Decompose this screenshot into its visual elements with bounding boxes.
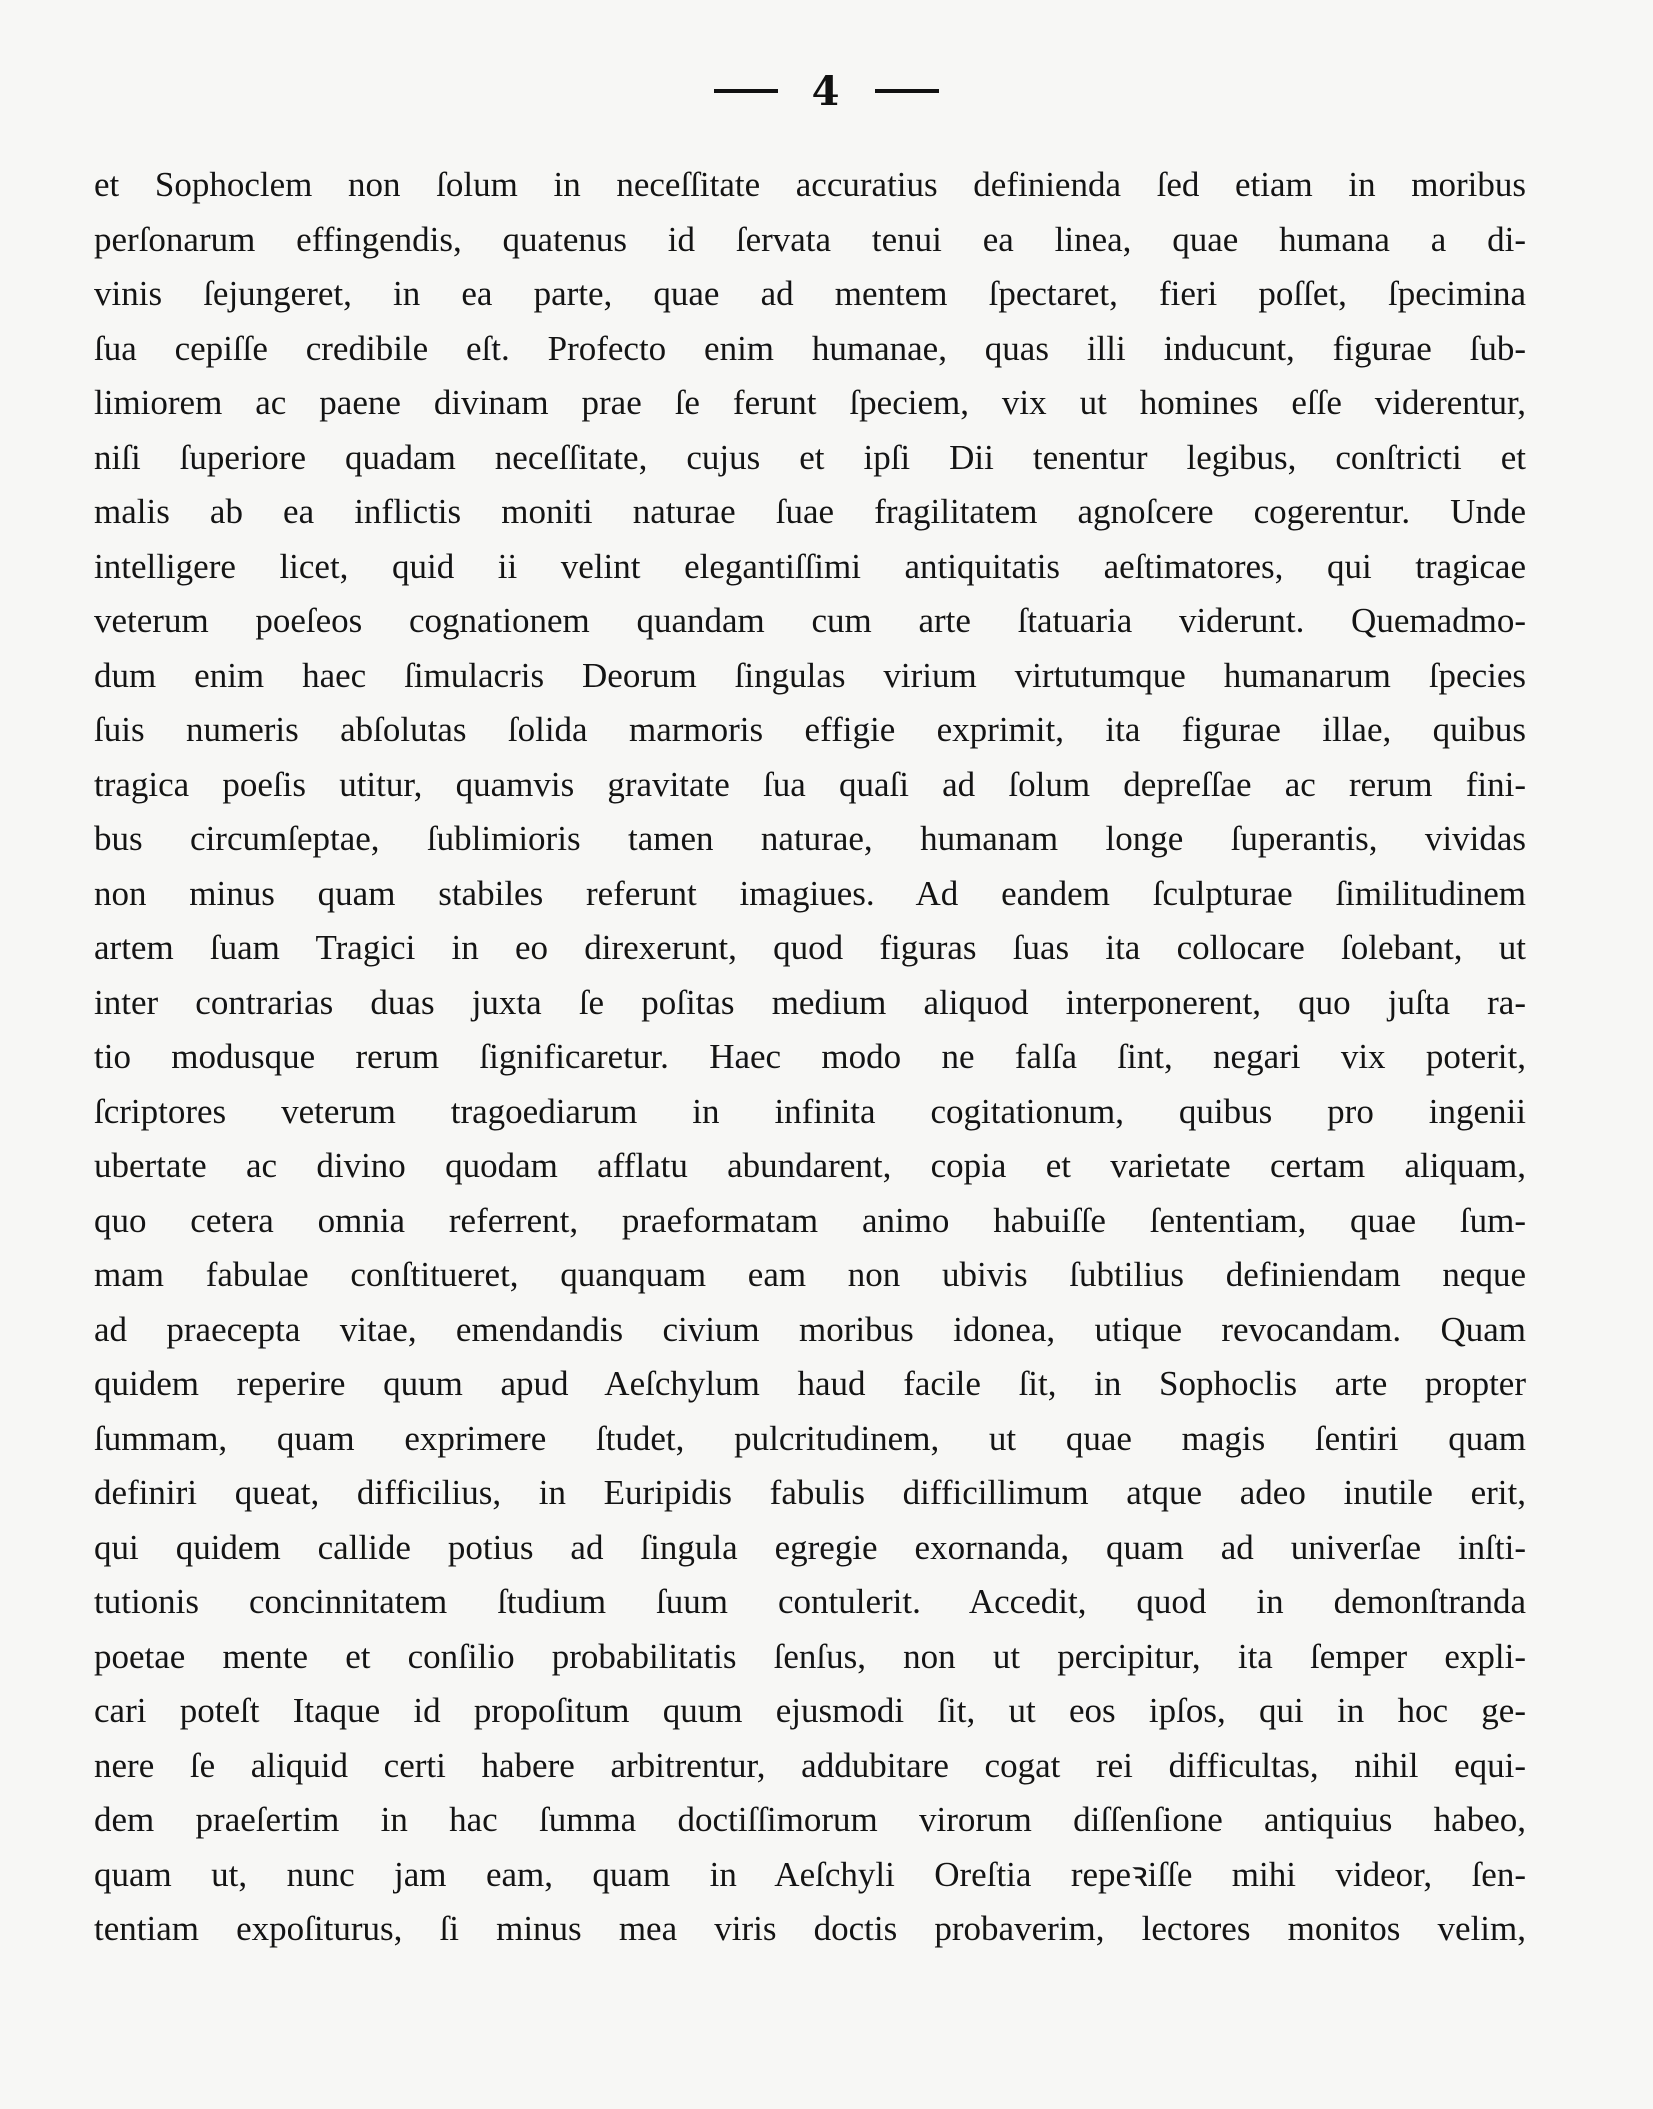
text-line: veterum poeſeos cognationem quandam cum arte ſtatuaria viderunt. Quemadmo- bbox=[94, 601, 1526, 640]
text-line: ſuis numeris abſolutas ſolida marmoris effigie exprimit, ita figurae illae, quibus bbox=[94, 710, 1526, 749]
text-line: tragica poeſis utitur, quamvis gravitate ſua quaſi ad ſolum depreſſae ac rerum fini- bbox=[94, 764, 1526, 804]
text-line: malis ab ea inflictis moniti naturae ſuae fragilitatem agnoſcere cogerentur. Unde bbox=[94, 492, 1526, 531]
text-line: definiri queat, difficilius, in Euripidis fabulis difficillimum atque adeo inutile erit, bbox=[94, 1473, 1526, 1512]
text-line: ſummam, quam exprimere ſtudet, pulcritudinem, ut quae magis ſentiri quam bbox=[94, 1418, 1526, 1458]
header-dash-right bbox=[875, 89, 939, 93]
text-line: poetae mente et conſilio probabilitatis ſenſus, non ut percipitur, ita ſemper expli- bbox=[94, 1636, 1526, 1676]
header-dash-left bbox=[714, 89, 778, 93]
text-line: niſi ſuperiore quadam neceſſitate, cujus et ipſi Dii tenentur legibus, conſtricti et bbox=[94, 437, 1526, 477]
text-line: mam fabulae conſtitueret, quanquam eam non ubivis ſubtilius definiendam neque bbox=[94, 1255, 1526, 1294]
page-number: 4 bbox=[811, 68, 842, 115]
text-line: ad praecepta vitae, emendandis civium moribus idonea, utique revocandam. Quam bbox=[94, 1309, 1526, 1349]
page-header bbox=[0, 68, 1653, 115]
text-line: bus circumſeptae, ſublimioris tamen naturae, humanam longe ſuperantis, vividas bbox=[94, 819, 1526, 858]
text-line: limiorem ac paene divinam prae ſe ferunt ſpeciem, vix ut homines eſſe viderentur, bbox=[94, 383, 1526, 422]
text-line: quo cetera omnia referrent, praeformatam animo habuiſſe ſententiam, quae ſum- bbox=[94, 1200, 1526, 1240]
text-line: non minus quam stabiles referunt imagiues. Ad eandem ſculpturae ſimilitudinem bbox=[94, 873, 1526, 913]
text-line: tio modusque rerum ſignificaretur. Haec modo ne falſa ſint, negari vix poterit, bbox=[94, 1037, 1526, 1076]
text-line: qui quidem callide potius ad ſingula egregie exornanda, quam ad univerſae inſti- bbox=[94, 1527, 1526, 1567]
text-line: dum enim haec ſimulacris Deorum ſingulas virium virtutumque humanarum ſpecies bbox=[94, 655, 1526, 695]
text-line: ubertate ac divino quodam afflatu abundarent, copia et varietate certam aliquam, bbox=[94, 1146, 1526, 1185]
text-line: nere ſe aliquid certi habere arbitrentur, addubitare cogat rei difficultas, nihil equi- bbox=[94, 1745, 1526, 1785]
text-line: et Sophoclem non ſolum in neceſſitate accuratius definienda ſed etiam in moribus bbox=[94, 165, 1526, 204]
text-line: inter contrarias duas juxta ſe poſitas medium aliquod interponerent, quo juſta ra- bbox=[94, 982, 1526, 1022]
text-line: quam ut, nunc jam eam, quam in Aeſchyli Oreſtia repeꝛiſſe mihi videor, ſen- bbox=[94, 1854, 1526, 1894]
text-line: tutionis concinnitatem ſtudium ſuum contulerit. Accedit, quod in demonſtranda bbox=[94, 1582, 1526, 1621]
text-line: ſcriptores veterum tragoediarum in infinita cogitationum, quibus pro ingenii bbox=[94, 1091, 1526, 1131]
text-line: artem ſuam Tragici in eo direxerunt, quod figuras ſuas ita collocare ſolebant, ut bbox=[94, 928, 1526, 967]
text-line: cari poteſt Itaque id propoſitum quum ejusmodi ſit, ut eos ipſos, qui in hoc ge- bbox=[94, 1691, 1526, 1730]
text-line: tentiam expoſiturus, ſi minus mea viris doctis probaverim, lectores monitos velim, bbox=[94, 1909, 1526, 1948]
text-line: perſonarum effingendis, quatenus id ſervata tenui ea linea, quae humana a di- bbox=[94, 219, 1526, 259]
text-line: intelligere licet, quid ii velint elegantiſſimi antiquitatis aeſtimatores, qui tragicae bbox=[94, 546, 1526, 586]
text-line: dem praeſertim in hac ſumma doctiſſimorum virorum diſſenſione antiquius habeo, bbox=[94, 1800, 1526, 1839]
body-text bbox=[94, 158, 1526, 1957]
text-line: ſua cepiſſe credibile eſt. Profecto enim humanae, quas illi inducunt, figurae ſub- bbox=[94, 328, 1526, 368]
text-line: quidem reperire quum apud Aeſchylum haud facile ſit, in Sophoclis arte propter bbox=[94, 1364, 1526, 1403]
text-line: vinis ſejungeret, in ea parte, quae ad mentem ſpectaret, fieri poſſet, ſpecimina bbox=[94, 274, 1526, 313]
